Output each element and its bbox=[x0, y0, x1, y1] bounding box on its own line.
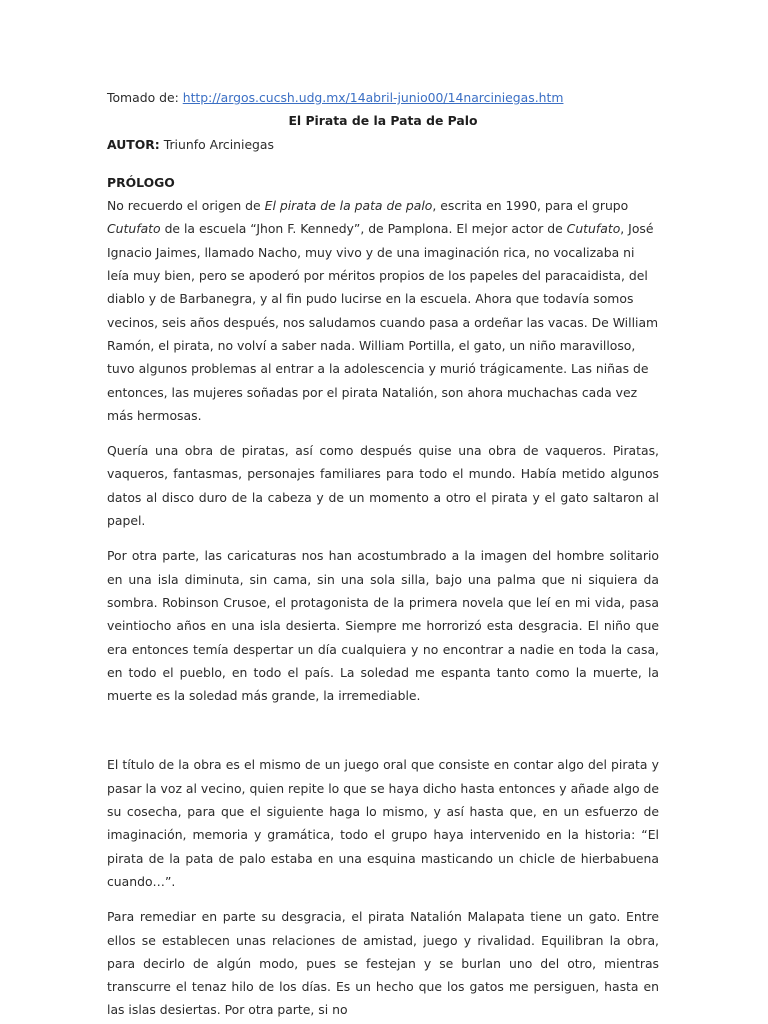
p1-text-a: No recuerdo el origen de bbox=[107, 198, 265, 214]
prologue-paragraph-5: Para remediar en parte su desgracia, el pirata Natalión Malapata tiene un gato. Entre ellos se establecen unas relaciones de amistad, juego y rivalidad. Equilibran la obra, para decirlo de algún modo, pues se festejan y se burlan uno del otro, mientras transcurre el tenaz hilo de los días. Es un hecho que los gatos me persiguen, hasta en las islas desiertas. Por otra parte, si no bbox=[107, 909, 659, 1018]
p1-text-c: , escrita en 1990, para el grupo bbox=[432, 198, 629, 214]
author-name: Triunfo Arciniegas bbox=[163, 136, 274, 152]
p1-group-italic-2: Cutufato bbox=[566, 221, 621, 237]
source-link[interactable]: http://argos.cucsh.udg.mx/14abril-junio00/14narciniegas.htm bbox=[182, 90, 564, 105]
author-label: AUTOR: bbox=[107, 136, 160, 152]
prologue-paragraph-3: Por otra parte, las caricaturas nos han acostumbrado a la imagen del hombre solitario en una isla diminuta, sin cama, sin una sola silla, bajo una palma que ni siquiera da sombra. Robinson Crusoe, el protagonista de la primera novela que leí en mi vida, pasa veintiocho años en una isla desierta. Siempre me horrorizó esta desgracia. El niño que era entonces temía despertar un día cualquiera y no encontrar a nadie en toda la casa, en todo el pueblo, en todo el país. La soledad me espanta tanto como la muerte, la muerte es la soledad más grande, la irremediable. bbox=[107, 548, 659, 704]
author-line bbox=[107, 133, 659, 156]
p1-text-g: , José Ignacio Jaimes, llamado Nacho, muy vivo y de una imaginación rica, no vocalizaba ni leía muy bien, pero se apoderó por méritos propios de los papeles del paracaidista, del diablo y de Barbanegra, y al fin pudo lucirse en la escuela. Ahora que todavía somos vecinos, seis años después, nos saludamos cuando pasa a ordeñar las vacas. De William Ramón, el pirata, no volví a saber nada. William Portilla, el gato, un niño maravilloso, tuvo algunos problemas al entrar a la adolescencia y murió trágicamente. Las niñas de entonces, las mujeres soñadas por el pirata Natalión, son ahora muchachas cada vez más hermosas. bbox=[107, 221, 659, 423]
prologue-paragraph-1 bbox=[107, 194, 659, 427]
prologue-paragraph-2: Quería una obra de piratas, así como después quise una obra de vaqueros. Piratas, vaqueros, fantasmas, personajes familiares para todo el mundo. Había metido algunos datos al disco duro de la cabeza y de un momento a otro el pirata y el gato saltaron al papel. bbox=[107, 443, 659, 529]
p1-title-italic: El pirata de la pata de palo bbox=[264, 198, 433, 214]
p1-text-e: de la escuela “Jhon F. Kennedy”, de Pamplona. El mejor actor de bbox=[160, 221, 567, 237]
document-body bbox=[107, 86, 659, 1022]
p1-group-italic: Cutufato bbox=[107, 221, 161, 237]
section-heading-prologue: PRÓLOGO bbox=[107, 174, 175, 190]
source-line bbox=[107, 86, 659, 109]
prologue-paragraph-4: El título de la obra es el mismo de un juego oral que consiste en contar algo del pirata y pasar la voz al vecino, quien repite lo que se haya dicho hasta entonces y añade algo de su cosecha, para que el siguiente haga lo mismo, y así hasta que, en un esfuerzo de imaginación, memoria y gramática, todo el grupo haya intervenido en la historia: “El pirata de la pata de palo estaba en una esquina masticando un chicle de hierbabuena cuando…”. bbox=[107, 757, 659, 889]
source-label: Tomado de: bbox=[107, 90, 179, 105]
document-title: El Pirata de la Pata de Palo bbox=[288, 113, 478, 129]
